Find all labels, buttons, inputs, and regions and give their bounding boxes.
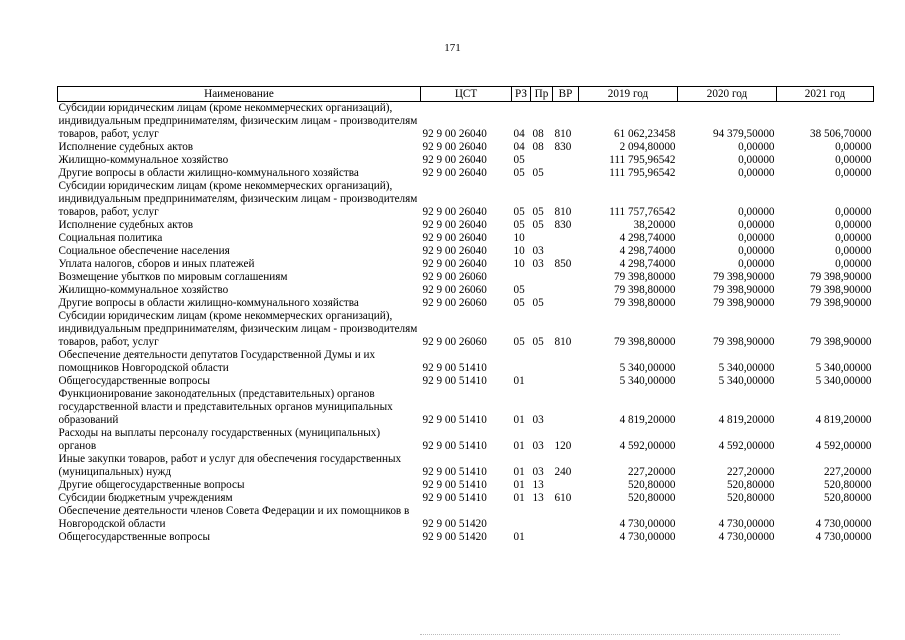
row-2021-value: 0,00000 <box>835 232 872 244</box>
table-row <box>58 505 874 531</box>
row-name-cell: Субсидии бюджетным учреждениям <box>58 492 233 504</box>
row-2019-value: 79 398,80000 <box>613 297 676 309</box>
row-2019-value: 4 730,00000 <box>619 531 676 543</box>
row-rz-cell: 01 <box>513 414 525 426</box>
row-2021-value: 520,80000 <box>823 492 872 504</box>
row-2020-value: 79 398,90000 <box>712 284 775 296</box>
column-header-2019: 2019 год <box>579 87 678 102</box>
row-name-cell: Жилищно-коммунальное хозяйство <box>58 284 229 296</box>
row-vr-cell <box>553 297 579 310</box>
row-2021-value: 4 592,00000 <box>815 440 872 452</box>
table-row <box>58 479 874 492</box>
table-row <box>58 232 874 245</box>
row-name-cell: Иные закупки товаров, работ и услуг для обеспечения государственных (муниципальных) нужд <box>58 453 402 478</box>
row-rz-cell: 01 <box>513 479 525 491</box>
row-name-cell: Социальное обеспечение населения <box>58 245 230 257</box>
row-vr-cell <box>553 349 579 375</box>
row-vr-cell <box>553 232 579 245</box>
table-row <box>58 258 874 271</box>
row-cst-cell: 92 9 00 26060 <box>422 297 487 309</box>
table-row <box>58 388 874 427</box>
row-name-cell: Расходы на выплаты персоналу государственных (муниципальных) органов <box>58 427 381 452</box>
row-2021-value: 0,00000 <box>835 154 872 166</box>
row-name-cell: Исполнение судебных актов <box>58 141 194 153</box>
row-vr-cell <box>553 154 579 167</box>
row-name-cell: Исполнение судебных актов <box>58 219 194 231</box>
row-cst-cell: 92 9 00 26060 <box>422 271 487 283</box>
row-2020-value: 79 398,90000 <box>712 271 775 283</box>
column-header-2020: 2020 год <box>678 87 777 102</box>
row-rz-cell <box>512 505 531 531</box>
row-cst-cell: 92 9 00 51420 <box>422 531 487 543</box>
row-rz-cell: 05 <box>513 336 525 348</box>
row-vr-cell: 610 <box>554 492 572 504</box>
row-pr-cell: 03 <box>532 440 544 452</box>
row-name-cell: Социальная политика <box>58 232 163 244</box>
row-vr-cell: 850 <box>554 258 572 270</box>
row-2020-value: 0,00000 <box>738 219 775 231</box>
row-2019-value: 4 730,00000 <box>619 518 676 530</box>
row-vr-cell: 120 <box>554 440 572 452</box>
row-vr-cell <box>553 479 579 492</box>
row-vr-cell <box>553 531 579 544</box>
row-pr-cell: 03 <box>532 245 544 257</box>
table-row <box>58 453 874 479</box>
row-cst-cell: 92 9 00 26040 <box>422 232 487 244</box>
row-rz-cell <box>512 349 531 375</box>
row-2020-value: 4 730,00000 <box>718 531 775 543</box>
row-name-cell: Другие вопросы в области жилищно-коммунального хозяйства <box>58 167 359 179</box>
row-cst-cell: 92 9 00 26040 <box>422 141 487 153</box>
row-pr-cell <box>531 232 553 245</box>
row-2019-value: 4 819,20000 <box>619 414 676 426</box>
row-2021-value: 79 398,90000 <box>809 284 872 296</box>
row-pr-cell <box>531 531 553 544</box>
row-cst-cell: 92 9 00 26040 <box>422 258 487 270</box>
row-2021-value: 79 398,90000 <box>809 336 872 348</box>
row-name-cell: Функционирование законодательных (представительных) органов государственной власти и представительных органов муниципальных образований <box>58 388 393 426</box>
row-pr-cell <box>531 375 553 388</box>
row-name-cell: Другие вопросы в области жилищно-коммунального хозяйства <box>58 297 359 309</box>
row-2020-value: 4 730,00000 <box>718 518 775 530</box>
row-2021-value: 227,20000 <box>823 466 872 478</box>
row-pr-cell: 08 <box>532 141 544 153</box>
row-2019-value: 111 795,96542 <box>609 167 676 179</box>
row-vr-cell <box>553 167 579 180</box>
row-2019-value: 111 795,96542 <box>609 154 676 166</box>
column-header-cst: ЦСТ <box>421 87 512 102</box>
table-row <box>58 245 874 258</box>
row-2020-value: 520,80000 <box>726 492 775 504</box>
row-cst-cell: 92 9 00 51410 <box>422 414 487 426</box>
row-2021-value: 0,00000 <box>835 206 872 218</box>
row-pr-cell: 05 <box>532 219 544 231</box>
budget-table <box>57 86 874 544</box>
column-header-vr: ВР <box>553 87 579 102</box>
row-2020-value: 4 819,20000 <box>718 414 775 426</box>
row-cst-cell: 92 9 00 51410 <box>422 362 487 374</box>
row-vr-cell: 810 <box>554 206 572 218</box>
row-2020-value: 0,00000 <box>738 206 775 218</box>
row-pr-cell <box>531 284 553 297</box>
row-cst-cell: 92 9 00 26040 <box>422 245 487 257</box>
row-2020-value: 79 398,90000 <box>712 336 775 348</box>
row-name-cell: Уплата налогов, сборов и иных платежей <box>58 258 255 270</box>
row-2020-value: 520,80000 <box>726 479 775 491</box>
row-rz-cell: 05 <box>513 154 525 166</box>
row-2020-value: 0,00000 <box>738 141 775 153</box>
row-cst-cell: 92 9 00 51420 <box>422 518 487 530</box>
row-rz-cell: 04 <box>513 128 525 140</box>
row-rz-cell: 01 <box>513 492 525 504</box>
row-2019-value: 520,80000 <box>627 492 676 504</box>
row-rz-cell: 10 <box>513 232 525 244</box>
row-rz-cell: 10 <box>513 258 525 270</box>
row-2019-value: 5 340,00000 <box>619 375 676 387</box>
row-2020-value: 5 340,00000 <box>718 375 775 387</box>
row-cst-cell: 92 9 00 26040 <box>422 219 487 231</box>
row-pr-cell <box>531 271 553 284</box>
row-2020-value: 0,00000 <box>738 154 775 166</box>
row-2021-value: 0,00000 <box>835 258 872 270</box>
table-row <box>58 219 874 232</box>
table-row <box>58 284 874 297</box>
row-2021-value: 5 340,00000 <box>815 375 872 387</box>
row-name-cell: Другие общегосударственные вопросы <box>58 479 245 491</box>
row-2021-value: 4 730,00000 <box>815 518 872 530</box>
row-name-cell: Субсидии юридическим лицам (кроме некоммерческих организаций), индивидуальным предпринимателям, физическим лицам - производителям товаров, работ, услуг <box>58 310 418 348</box>
table-body <box>58 102 874 545</box>
row-2019-value: 227,20000 <box>627 466 676 478</box>
row-pr-cell: 05 <box>532 206 544 218</box>
row-pr-cell: 03 <box>532 466 544 478</box>
table-row <box>58 102 874 142</box>
row-2020-value: 0,00000 <box>738 245 775 257</box>
row-2019-value: 79 398,80000 <box>613 284 676 296</box>
row-2021-value: 5 340,00000 <box>815 362 872 374</box>
table-row <box>58 154 874 167</box>
row-2021-value: 0,00000 <box>835 141 872 153</box>
table-row <box>58 492 874 505</box>
row-cst-cell: 92 9 00 26040 <box>422 154 487 166</box>
row-cst-cell: 92 9 00 51410 <box>422 492 487 504</box>
row-pr-cell: 05 <box>532 336 544 348</box>
row-pr-cell: 08 <box>532 128 544 140</box>
row-2019-value: 79 398,80000 <box>613 336 676 348</box>
row-pr-cell: 05 <box>532 167 544 179</box>
row-2021-value: 0,00000 <box>835 167 872 179</box>
row-2019-value: 520,80000 <box>627 479 676 491</box>
row-pr-cell <box>531 505 553 531</box>
row-pr-cell: 13 <box>532 492 544 504</box>
row-2019-value: 4 298,74000 <box>619 232 676 244</box>
row-name-cell: Обеспечение деятельности членов Совета Федерации и их помощников в Новгородской области <box>58 505 410 530</box>
row-pr-cell: 03 <box>532 258 544 270</box>
row-rz-cell: 05 <box>513 167 525 179</box>
row-vr-cell: 810 <box>554 336 572 348</box>
row-2021-value: 0,00000 <box>835 219 872 231</box>
row-2020-value: 79 398,90000 <box>712 297 775 309</box>
row-cst-cell: 92 9 00 51410 <box>422 466 487 478</box>
row-cst-cell: 92 9 00 51410 <box>422 479 487 491</box>
row-vr-cell <box>553 284 579 297</box>
row-rz-cell: 05 <box>513 284 525 296</box>
table-row <box>58 180 874 219</box>
row-2019-value: 4 298,74000 <box>619 245 676 257</box>
row-rz-cell <box>512 271 531 284</box>
row-pr-cell <box>531 349 553 375</box>
row-2020-value: 94 379,50000 <box>712 128 775 140</box>
row-2019-value: 79 398,80000 <box>613 271 676 283</box>
row-cst-cell: 92 9 00 51410 <box>422 375 487 387</box>
row-name-cell: Возмещение убытков по мировым соглашениям <box>58 271 288 283</box>
table-row <box>58 297 874 310</box>
row-pr-cell <box>531 154 553 167</box>
row-2019-value: 4 592,00000 <box>619 440 676 452</box>
row-rz-cell: 10 <box>513 245 525 257</box>
row-vr-cell <box>553 375 579 388</box>
row-2020-value: 5 340,00000 <box>718 362 775 374</box>
row-rz-cell: 01 <box>513 466 525 478</box>
row-name-cell: Субсидии юридическим лицам (кроме некоммерческих организаций), индивидуальным предпринимателям, физическим лицам - производителям товаров, работ, услуг <box>58 102 418 140</box>
row-vr-cell <box>553 388 579 427</box>
row-vr-cell <box>553 245 579 258</box>
row-2020-value: 0,00000 <box>738 167 775 179</box>
row-2021-value: 79 398,90000 <box>809 297 872 309</box>
row-2020-value: 4 592,00000 <box>718 440 775 452</box>
row-rz-cell: 01 <box>513 531 525 543</box>
row-name-cell: Субсидии юридическим лицам (кроме некоммерческих организаций), индивидуальным предпринимателям, физическим лицам - производителям товаров, работ, услуг <box>58 180 418 218</box>
row-2021-value: 4 730,00000 <box>815 531 872 543</box>
table-row <box>58 427 874 453</box>
row-2019-value: 61 062,23458 <box>613 128 676 140</box>
row-rz-cell: 05 <box>513 297 525 309</box>
faint-bottom-line <box>420 634 840 636</box>
row-name-cell: Обеспечение деятельности депутатов Государственной Думы и их помощников Новгородской области <box>58 349 376 374</box>
table-header-row <box>58 87 874 102</box>
row-name-cell: Общегосударственные вопросы <box>58 531 211 543</box>
row-2021-value: 520,80000 <box>823 479 872 491</box>
row-cst-cell: 92 9 00 51410 <box>422 440 487 452</box>
row-2021-value: 4 819,20000 <box>815 414 872 426</box>
row-2019-value: 5 340,00000 <box>619 362 676 374</box>
row-pr-cell: 13 <box>532 479 544 491</box>
row-rz-cell: 05 <box>513 206 525 218</box>
column-header-name: Наименование <box>58 87 421 102</box>
row-2021-value: 0,00000 <box>835 245 872 257</box>
row-2020-value: 0,00000 <box>738 232 775 244</box>
column-header-2021: 2021 год <box>777 87 874 102</box>
table-row <box>58 141 874 154</box>
row-rz-cell: 04 <box>513 141 525 153</box>
row-pr-cell: 05 <box>532 297 544 309</box>
row-name-cell: Жилищно-коммунальное хозяйство <box>58 154 229 166</box>
row-2019-value: 4 298,74000 <box>619 258 676 270</box>
row-vr-cell: 240 <box>554 466 572 478</box>
row-rz-cell: 05 <box>513 219 525 231</box>
table-row <box>58 349 874 375</box>
row-vr-cell: 830 <box>554 219 572 231</box>
row-cst-cell: 92 9 00 26060 <box>422 336 487 348</box>
row-cst-cell: 92 9 00 26060 <box>422 284 487 296</box>
row-rz-cell: 01 <box>513 440 525 452</box>
row-2019-value: 111 757,76542 <box>609 206 676 218</box>
row-cst-cell: 92 9 00 26040 <box>422 167 487 179</box>
table-row <box>58 167 874 180</box>
row-2021-value: 79 398,90000 <box>809 271 872 283</box>
row-rz-cell: 01 <box>513 375 525 387</box>
row-2021-value: 38 506,70000 <box>809 128 872 140</box>
row-vr-cell <box>553 271 579 284</box>
table-row <box>58 531 874 544</box>
table-row <box>58 310 874 349</box>
row-pr-cell: 03 <box>532 414 544 426</box>
row-2019-value: 38,20000 <box>633 219 676 231</box>
column-header-rz: РЗ <box>512 87 531 102</box>
row-name-cell: Общегосударственные вопросы <box>58 375 211 387</box>
row-2019-value: 2 094,80000 <box>619 141 676 153</box>
table-row <box>58 271 874 284</box>
page-number: 171 <box>444 42 461 54</box>
column-header-pr: Пр <box>531 87 553 102</box>
row-cst-cell: 92 9 00 26040 <box>422 206 487 218</box>
row-vr-cell <box>553 505 579 531</box>
row-2020-value: 227,20000 <box>726 466 775 478</box>
row-cst-cell: 92 9 00 26040 <box>422 128 487 140</box>
row-vr-cell: 810 <box>554 128 572 140</box>
row-2020-value: 0,00000 <box>738 258 775 270</box>
table-row <box>58 375 874 388</box>
row-vr-cell: 830 <box>554 141 572 153</box>
